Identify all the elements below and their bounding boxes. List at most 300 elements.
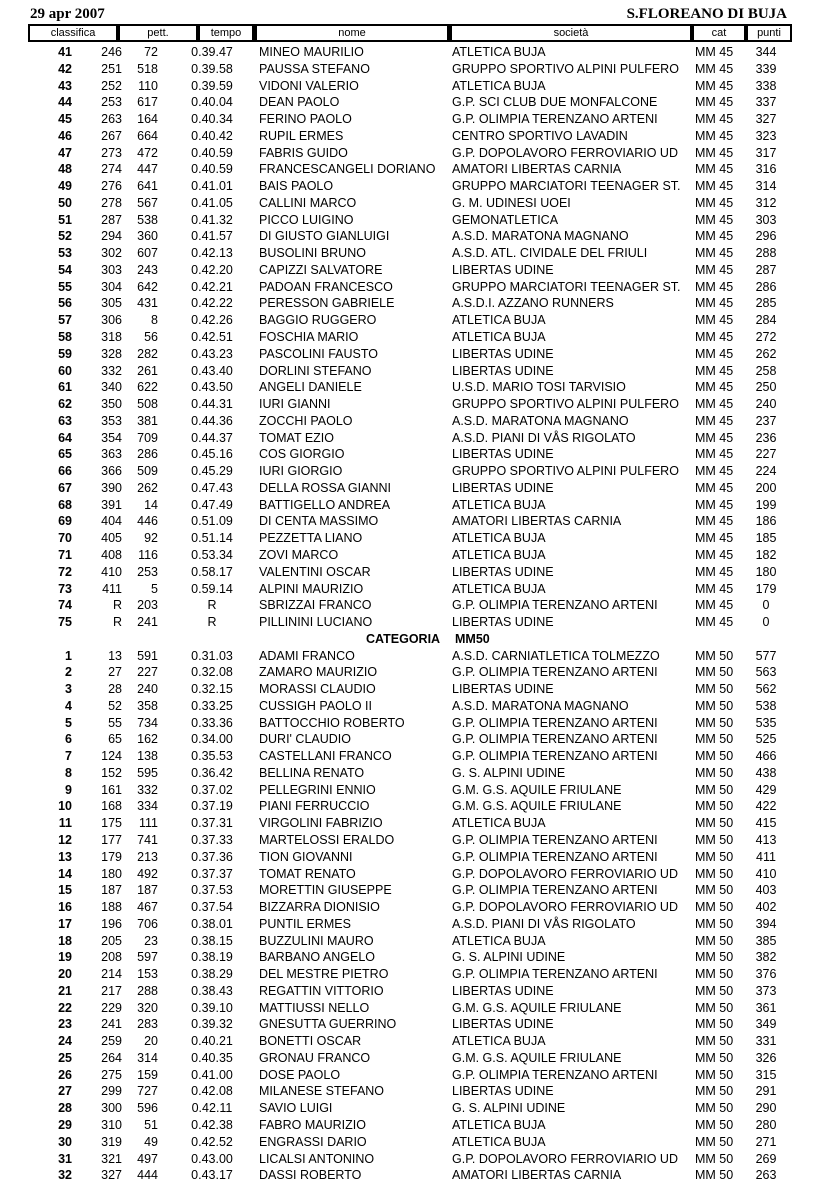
club: GRUPPO SPORTIVO ALPINI PULFERO [452, 464, 679, 479]
category: MM 45 [695, 330, 734, 345]
overall-position: 328 [101, 346, 122, 361]
points: 402 [755, 900, 777, 915]
result-row [0, 983, 823, 1000]
category: MM 50 [695, 799, 734, 814]
rank: 28 [58, 1101, 72, 1116]
rank: 17 [58, 916, 72, 931]
bib: 164 [137, 112, 158, 127]
result-row [0, 597, 823, 614]
time: 0.38.15 [191, 933, 233, 948]
bib: 706 [137, 916, 158, 931]
result-row [0, 765, 823, 782]
club: LIBERTAS UDINE [452, 447, 554, 462]
club: G.P. OLIMPIA TERENZANO ARTENI [452, 967, 658, 982]
bib: 153 [137, 967, 158, 982]
overall-position: 273 [101, 145, 122, 160]
result-row [0, 363, 823, 380]
athlete-name: MILANESE STEFANO [259, 1084, 385, 1099]
points: 317 [755, 145, 777, 160]
points: 269 [755, 1151, 777, 1166]
rank: 10 [58, 799, 72, 814]
category: MM 50 [695, 1034, 734, 1049]
result-row [0, 346, 823, 363]
club: ATLETICA BUJA [452, 547, 546, 562]
time: 0.43.40 [191, 363, 233, 378]
club: AMATORI LIBERTAS CARNIA [452, 162, 622, 177]
category: MM 45 [695, 380, 734, 395]
rank: 75 [58, 615, 72, 630]
time: 0.39.58 [191, 61, 233, 76]
result-row [0, 530, 823, 547]
athlete-name: VIDONI VALERIO [259, 78, 359, 93]
athlete-name: SAVIO LUIGI [259, 1101, 333, 1116]
time: 0.32.08 [191, 665, 233, 680]
time: 0.51.09 [191, 514, 233, 529]
rank: 8 [65, 765, 72, 780]
athlete-name: IURI GIANNI [259, 397, 331, 412]
athlete-name: ZAMARO MAURIZIO [259, 665, 378, 680]
club: ATLETICA BUJA [452, 581, 546, 596]
time: 0.44.37 [191, 430, 233, 445]
points: 339 [755, 61, 777, 76]
time: 0.58.17 [191, 564, 233, 579]
rank: 12 [58, 832, 72, 847]
result-row [0, 899, 823, 916]
col-header-classifica: classifica [30, 26, 116, 40]
points: 411 [756, 849, 776, 864]
club: ATLETICA BUJA [452, 933, 546, 948]
overall-position: 411 [102, 581, 122, 596]
bib: 518 [137, 61, 158, 76]
category: MM 45 [695, 397, 734, 412]
bib: 332 [137, 782, 158, 797]
athlete-name: CAPIZZI SALVATORE [259, 262, 383, 277]
category-value: MM50 [455, 631, 490, 646]
category: MM 50 [695, 698, 734, 713]
club: G.P. OLIMPIA TERENZANO ARTENI [452, 749, 658, 764]
club: ATLETICA BUJA [452, 1118, 546, 1132]
overall-position: 187 [101, 883, 122, 898]
result-row [0, 262, 823, 279]
athlete-name: SBRIZZAI FRANCO [259, 598, 372, 613]
rank: 24 [58, 1034, 72, 1049]
overall-position: 175 [101, 816, 122, 831]
points: 535 [755, 715, 777, 730]
overall-position: R [112, 598, 122, 613]
club: G.P. OLIMPIA TERENZANO ARTENI [452, 883, 658, 898]
athlete-name: LICALSI ANTONINO [259, 1151, 375, 1166]
category: MM 45 [695, 430, 734, 445]
result-row [0, 748, 823, 765]
category: MM 50 [695, 983, 734, 998]
overall-position: 152 [101, 765, 122, 780]
bib: 213 [137, 849, 158, 864]
rank: 63 [58, 413, 72, 428]
result-row [0, 949, 823, 966]
club: LIBERTAS UDINE [452, 480, 554, 495]
points: 200 [755, 480, 777, 495]
overall-position: 217 [101, 983, 122, 998]
time: 0.31.03 [191, 648, 233, 663]
time: 0.37.36 [191, 849, 233, 864]
category: MM 45 [695, 564, 734, 579]
club: ATLETICA BUJA [452, 313, 546, 328]
result-row [0, 698, 823, 715]
points: 327 [755, 112, 777, 127]
club: LIBERTAS UDINE [452, 682, 554, 697]
bib: 467 [137, 900, 158, 915]
club: U.S.D. MARIO TOSI TARVISIO [452, 380, 626, 395]
rank: 69 [58, 514, 72, 529]
athlete-name: ALPINI MAURIZIO [259, 581, 364, 596]
overall-position: 390 [101, 480, 122, 495]
overall-position: 300 [101, 1101, 122, 1116]
points: 326 [755, 1050, 777, 1065]
rank: 5 [65, 715, 72, 730]
overall-position: 294 [101, 229, 122, 244]
rank: 70 [58, 531, 72, 546]
athlete-name: ZOCCHI PAOLO [259, 413, 353, 428]
overall-position: 310 [101, 1118, 122, 1132]
overall-position: 391 [101, 497, 122, 512]
time: 0.42.13 [191, 246, 233, 261]
athlete-name: BARBANO ANGELO [259, 950, 376, 965]
points: 373 [755, 983, 777, 998]
rank: 20 [58, 967, 72, 982]
time: 0.40.59 [191, 162, 233, 177]
time: 0.51.14 [191, 531, 233, 546]
athlete-name: FABRO MAURIZIO [259, 1118, 366, 1132]
overall-position: 264 [101, 1050, 122, 1065]
category: MM 50 [695, 749, 734, 764]
rank: 73 [58, 581, 72, 596]
overall-position: 161 [101, 782, 122, 797]
bib: 567 [137, 195, 158, 210]
club: G. S. ALPINI UDINE [452, 1101, 566, 1116]
bib: 187 [137, 883, 158, 898]
club: G. S. ALPINI UDINE [452, 765, 566, 780]
athlete-name: TION GIOVANNI [259, 849, 353, 864]
category: MM 50 [695, 648, 734, 663]
overall-position: 340 [101, 380, 122, 395]
overall-position: 205 [101, 933, 122, 948]
overall-position: 410 [101, 564, 122, 579]
athlete-name: IURI GIORGIO [259, 464, 343, 479]
time: 0.37.02 [191, 782, 233, 797]
rank: 49 [58, 179, 72, 194]
athlete-name: COS GIORGIO [259, 447, 345, 462]
category: MM 45 [695, 145, 734, 160]
rank: 21 [58, 983, 72, 998]
athlete-name: MORASSI CLAUDIO [259, 682, 376, 697]
athlete-name: CASTELLANI FRANCO [259, 749, 392, 764]
overall-position: 259 [101, 1034, 122, 1049]
rank: 64 [58, 430, 72, 445]
club: A.S.D. CARNIATLETICA TOLMEZZO [452, 648, 660, 663]
rank: 3 [65, 682, 72, 697]
time: 0.40.34 [191, 112, 233, 127]
points: 344 [755, 45, 777, 59]
rank: 61 [58, 380, 72, 395]
category: MM 45 [695, 246, 734, 261]
overall-position: 278 [101, 195, 122, 210]
overall-position: R [112, 615, 122, 630]
overall-position: 267 [101, 128, 122, 143]
result-row [0, 815, 823, 832]
bib: 240 [137, 682, 158, 697]
result-row [0, 430, 823, 447]
time: 0.42.52 [191, 1134, 233, 1149]
points: 182 [755, 547, 777, 562]
overall-position: 350 [101, 397, 122, 412]
result-row [0, 312, 823, 329]
club: G.P. OLIMPIA TERENZANO ARTENI [452, 1067, 658, 1082]
club: LIBERTAS UDINE [452, 363, 554, 378]
athlete-name: BAGGIO RUGGERO [259, 313, 377, 328]
category: MM 45 [695, 581, 734, 596]
bib: 709 [137, 430, 158, 445]
rank: 43 [58, 78, 72, 93]
athlete-name: PELLEGRINI ENNIO [259, 782, 376, 797]
rank: 1 [65, 648, 72, 663]
points: 385 [755, 933, 777, 948]
athlete-name: BUZZULINI MAURO [259, 933, 374, 948]
time: 0.37.31 [191, 816, 233, 831]
col-header-tempo: tempo [200, 26, 252, 40]
result-row [0, 1167, 823, 1184]
category: MM 45 [695, 78, 734, 93]
rank: 47 [58, 145, 72, 160]
points: 224 [755, 464, 777, 479]
athlete-name: ADAMI FRANCO [259, 648, 355, 663]
rank: 11 [58, 816, 72, 831]
bib: 642 [137, 279, 158, 294]
column-header-bar [28, 24, 792, 42]
points: 287 [755, 262, 777, 277]
category: MM 50 [695, 849, 734, 864]
category: MM 50 [695, 883, 734, 898]
bib: 734 [137, 715, 158, 730]
category: MM 50 [695, 1168, 734, 1183]
rank: 19 [58, 950, 72, 965]
time: 0.38.29 [191, 967, 233, 982]
rank: 32 [58, 1168, 72, 1183]
result-row [0, 1016, 823, 1033]
bib: 472 [137, 145, 158, 160]
category: MM 45 [695, 179, 734, 194]
club: CENTRO SPORTIVO LAVADIN [452, 128, 628, 143]
time: 0.35.53 [191, 749, 233, 764]
bib: 49 [144, 1134, 158, 1149]
time: 0.45.29 [191, 464, 233, 479]
category: MM 45 [695, 128, 734, 143]
club: G.M. G.S. AQUILE FRIULANE [452, 1000, 622, 1015]
overall-position: 353 [101, 413, 122, 428]
athlete-name: PERESSON GABRIELE [259, 296, 395, 311]
bib: 92 [144, 531, 158, 546]
category: MM 50 [695, 1134, 734, 1149]
result-row [0, 1083, 823, 1100]
result-row [0, 463, 823, 480]
category: MM 45 [695, 531, 734, 546]
time: R [207, 615, 217, 630]
overall-position: 229 [101, 1000, 122, 1015]
category: MM 45 [695, 229, 734, 244]
result-row [0, 212, 823, 229]
bib: 138 [137, 749, 158, 764]
points: 429 [755, 782, 777, 797]
time: 0.39.32 [191, 1017, 233, 1032]
time: 0.41.01 [191, 179, 233, 194]
col-header-nome: nome [257, 26, 447, 40]
rank: 53 [58, 246, 72, 261]
athlete-name: TOMAT RENATO [259, 866, 356, 881]
rank: 65 [58, 447, 72, 462]
overall-position: 52 [108, 698, 122, 713]
rank: 22 [58, 1000, 72, 1015]
points: 338 [755, 78, 777, 93]
category: MM 50 [695, 916, 734, 931]
club: ATLETICA BUJA [452, 816, 546, 831]
result-row [0, 564, 823, 581]
time: 0.44.36 [191, 413, 233, 428]
result-row [0, 614, 823, 631]
bib: 14 [144, 497, 158, 512]
result-row [0, 1067, 823, 1084]
time: 0.41.00 [191, 1067, 233, 1082]
rank: 26 [58, 1067, 72, 1082]
rank: 59 [58, 346, 72, 361]
category: MM 45 [695, 279, 734, 294]
category: MM 45 [695, 262, 734, 277]
rank: 46 [58, 128, 72, 143]
overall-position: 274 [101, 162, 122, 177]
category: MM 50 [695, 1084, 734, 1099]
athlete-name: PIANI FERRUCCIO [259, 799, 370, 814]
club: G. S. ALPINI UDINE [452, 950, 566, 965]
category: MM 50 [695, 732, 734, 747]
club: LIBERTAS UDINE [452, 615, 554, 630]
bib: 538 [137, 212, 158, 227]
category: MM 45 [695, 598, 734, 613]
bib: 56 [144, 330, 158, 345]
result-row [0, 966, 823, 983]
points: 337 [755, 95, 777, 110]
time: 0.40.21 [191, 1034, 233, 1049]
bib: 334 [137, 799, 158, 814]
overall-position: 276 [101, 179, 122, 194]
points: 280 [755, 1118, 777, 1132]
overall-position: 405 [101, 531, 122, 546]
result-row [0, 1117, 823, 1134]
points: 403 [755, 883, 777, 898]
category: MM 50 [695, 1067, 734, 1082]
time: 0.41.32 [191, 212, 233, 227]
result-row [0, 379, 823, 396]
athlete-name: FABRIS GUIDO [259, 145, 348, 160]
points: 240 [755, 397, 777, 412]
bib: 509 [137, 464, 158, 479]
points: 376 [755, 967, 777, 982]
bib: 596 [137, 1101, 158, 1116]
rank: 44 [58, 95, 72, 110]
bib: 20 [144, 1034, 158, 1049]
points: 237 [755, 413, 777, 428]
overall-position: 306 [101, 313, 122, 328]
results-table [0, 44, 823, 1184]
time: 0.43.17 [191, 1168, 233, 1183]
time: 0.37.37 [191, 866, 233, 881]
athlete-name: DORLINI STEFANO [259, 363, 372, 378]
category: MM 50 [695, 866, 734, 881]
col-header-punti: punti [748, 26, 790, 40]
category: MM 45 [695, 346, 734, 361]
points: 563 [755, 665, 777, 680]
overall-position: 363 [101, 447, 122, 462]
result-row [0, 228, 823, 245]
result-row [0, 94, 823, 111]
points: 361 [755, 1000, 777, 1015]
bib: 110 [138, 78, 158, 93]
time: 0.43.00 [191, 1151, 233, 1166]
points: 179 [755, 581, 777, 596]
result-row [0, 61, 823, 78]
athlete-name: ENGRASSI DARIO [259, 1134, 367, 1149]
rank: 27 [58, 1084, 72, 1099]
overall-position: 65 [108, 732, 122, 747]
overall-position: 287 [101, 212, 122, 227]
category: MM 45 [695, 497, 734, 512]
category: MM 45 [695, 296, 734, 311]
athlete-name: ANGELI DANIELE [259, 380, 362, 395]
athlete-name: MORETTIN GIUSEPPE [259, 883, 392, 898]
rank: 15 [58, 883, 72, 898]
club: A.S.D. MARATONA MAGNANO [452, 413, 629, 428]
overall-position: 168 [101, 799, 122, 814]
bib: 741 [137, 832, 158, 847]
bib: 447 [137, 162, 158, 177]
category: MM 45 [695, 195, 734, 210]
club: LIBERTAS UDINE [452, 346, 554, 361]
club: G.P. DOPOLAVORO FERROVIARIO UD [452, 866, 678, 881]
time: 0.38.19 [191, 950, 233, 965]
rank: 29 [58, 1118, 72, 1132]
athlete-name: DELLA ROSSA GIANNI [259, 480, 391, 495]
result-row [0, 161, 823, 178]
time: 0.37.19 [191, 799, 233, 814]
club: G.P. OLIMPIA TERENZANO ARTENI [452, 112, 658, 127]
athlete-name: FERINO PAOLO [259, 112, 352, 127]
rank: 48 [58, 162, 72, 177]
overall-position: 404 [101, 514, 122, 529]
points: 288 [755, 246, 777, 261]
col-header-societa: società [452, 26, 690, 40]
rank: 23 [58, 1017, 72, 1032]
athlete-name: GRONAU FRANCO [259, 1050, 371, 1065]
overall-position: 302 [101, 246, 122, 261]
result-row [0, 933, 823, 950]
category: MM 45 [695, 480, 734, 495]
points: 382 [755, 950, 777, 965]
time: 0.42.22 [191, 296, 233, 311]
col-header-pettorale: pett. [120, 26, 196, 40]
club: G.P. OLIMPIA TERENZANO ARTENI [452, 598, 658, 613]
points: 315 [755, 1067, 777, 1082]
overall-position: 246 [101, 45, 122, 59]
bib: 314 [137, 1050, 158, 1065]
time: 0.41.57 [191, 229, 233, 244]
category: MM 50 [695, 950, 734, 965]
